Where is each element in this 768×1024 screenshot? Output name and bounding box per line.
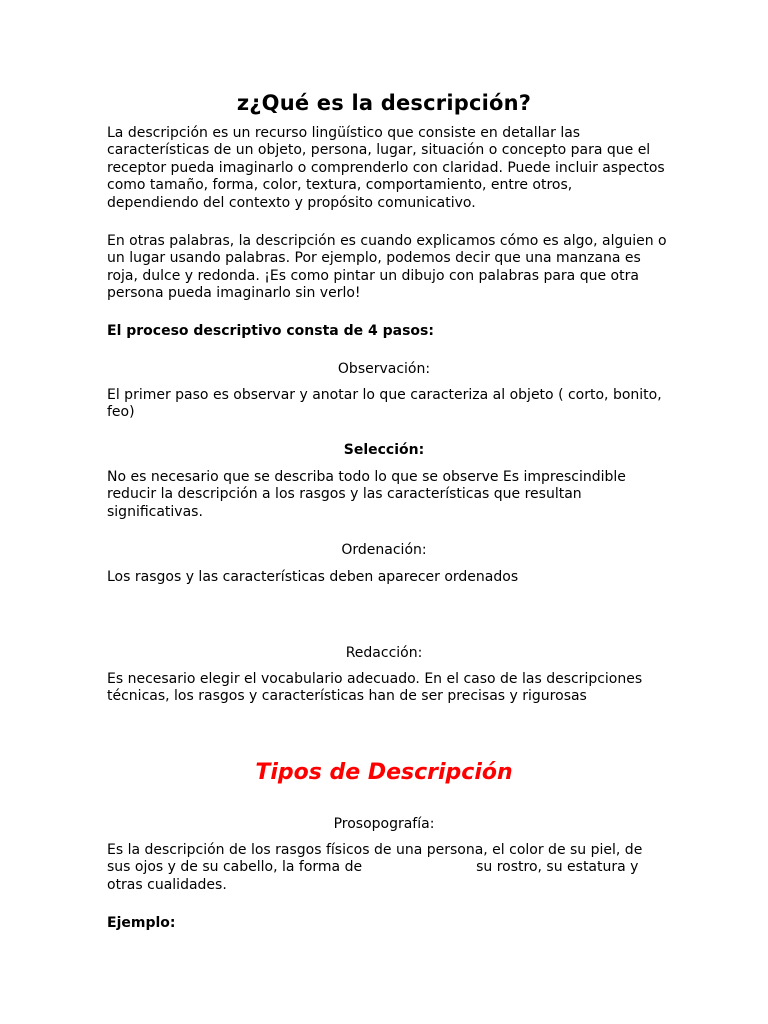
prosopografia-text-b: su rostro, su estatura y otras cualidades.: [107, 859, 639, 893]
step-heading-observacion: Observación:: [337, 361, 431, 377]
page-title: z¿Qué es la descripción?: [236, 91, 532, 115]
step-heading-redaccion: Redacción:: [345, 645, 423, 661]
step-text-redaccion: Es necesario elegir el vocabulario adecuado. En el caso de las descripciones técnicas, los rasgos y características han de ser precisas y rigurosas: [107, 671, 643, 705]
step-text-ordenacion: Los rasgos y las características deben aparecer ordenados: [107, 569, 519, 585]
prosopografia-text-a: Es la descripción de los rasgos físicos de una persona, el color de su piel, de sus ojos y de su cabello, la forma de: [107, 842, 643, 876]
step-text-observacion: El primer paso es observar y anotar lo que caracteriza al objeto ( corto, bonito, feo): [107, 387, 662, 421]
step-heading-seleccion: Selección:: [343, 442, 425, 458]
steps-heading: El proceso descriptivo consta de 4 pasos:: [107, 323, 434, 339]
prosopografia-text: [107, 842, 667, 894]
ejemplo-label: Ejemplo:: [107, 915, 176, 931]
intro-paragraph-2: En otras palabras, la descripción es cuando explicamos cómo es algo, alguien o un lugar usando palabras. Por ejemplo, podemos decir que una manzana es roja, dulce y redonda. ¡Es como pintar un dibujo con palabras para que otra persona pueda imaginarlo sin verlo!: [107, 233, 667, 302]
step-heading-ordenacion: Ordenación:: [341, 542, 427, 558]
step-text-seleccion: No es necesario que se describa todo lo que se observe Es imprescindible reducir la descripción a los rasgos y las características que resultan significativas.: [107, 469, 626, 520]
prosopografia-heading: Prosopografía:: [333, 816, 435, 832]
tipos-heading: Tipos de Descripción: [255, 760, 513, 785]
intro-paragraph-1: La descripción es un recurso lingüístico que consiste en detallar las características de un objeto, persona, lugar, situación o concepto para que el receptor pueda imaginarlo o comprenderlo con claridad. Puede incluir aspectos como tamaño, forma, color, textura, comportamiento, entre otros, dependiendo del contexto y propósito comunicativo.: [107, 125, 665, 211]
